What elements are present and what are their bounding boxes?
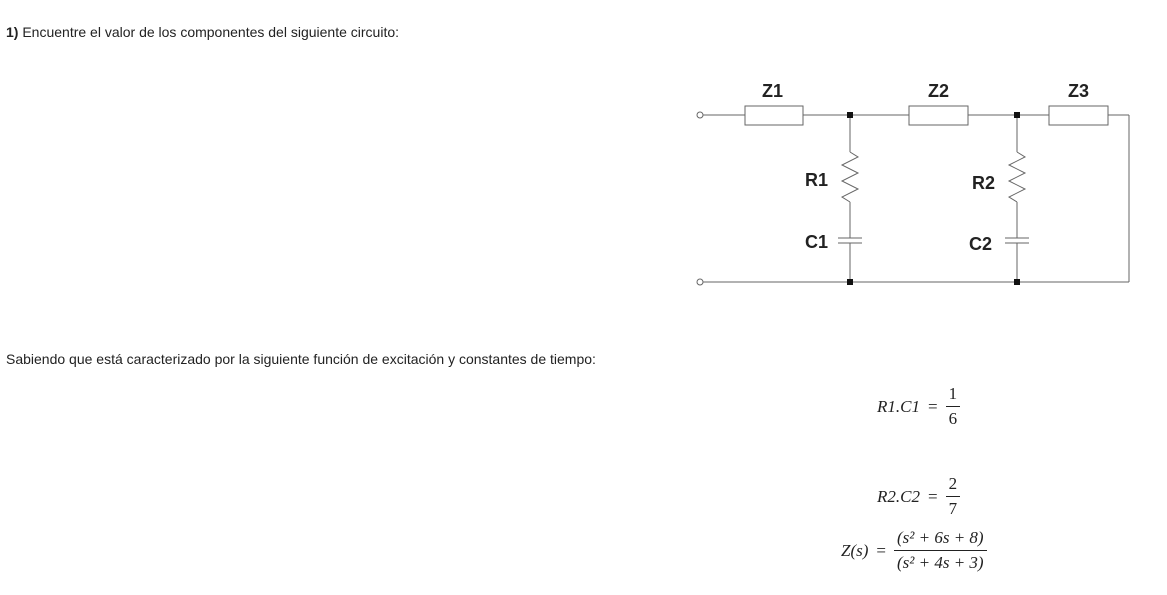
node [847,279,853,285]
node [1014,279,1020,285]
c2-label: C2 [969,234,993,254]
denominator: 7 [946,496,961,519]
numerator: (s² + 6s + 8) [897,528,984,547]
denominator: (s² + 4s + 3) [894,550,987,573]
numerator: 2 [948,474,958,493]
question-number: 1) [6,24,19,40]
fraction [946,474,961,519]
numerator: 1 [948,384,958,403]
equals-sign: = [927,396,938,416]
c1-label: C1 [805,232,829,252]
r1-resistor [842,152,858,202]
r2-resistor [1009,152,1025,202]
fraction [946,384,961,429]
input-terminal-top [697,112,703,118]
equation-r1c1 [877,384,960,429]
equation-r2c2 [877,474,960,519]
equation-zs [841,528,987,573]
intro-text: Sabiendo que está caracterizado por la siguiente función de excitación y constantes de tiempo: [6,351,596,367]
node [847,112,853,118]
r1-label: R1 [805,170,829,190]
equals-sign: = [927,486,938,506]
fraction [894,528,987,573]
z3-impedance [1049,106,1108,125]
denominator: 6 [946,406,961,429]
r2-label: R2 [972,173,996,193]
z1-impedance [745,106,803,125]
equation-lhs: R1.C1 [877,396,920,416]
equation-lhs: Z(s) [841,540,869,560]
circuit-diagram [690,70,1140,295]
z1-label: Z1 [762,81,784,101]
z2-label: Z2 [928,81,950,101]
input-terminal-bottom [697,279,703,285]
node [1014,112,1020,118]
z3-label: Z3 [1068,81,1090,101]
equation-lhs: R2.C2 [877,486,920,506]
z2-impedance [909,106,968,125]
question-title [6,23,399,41]
question-text: Encuentre el valor de los componentes del siguiente circuito: [22,24,400,40]
equals-sign: = [876,540,886,560]
